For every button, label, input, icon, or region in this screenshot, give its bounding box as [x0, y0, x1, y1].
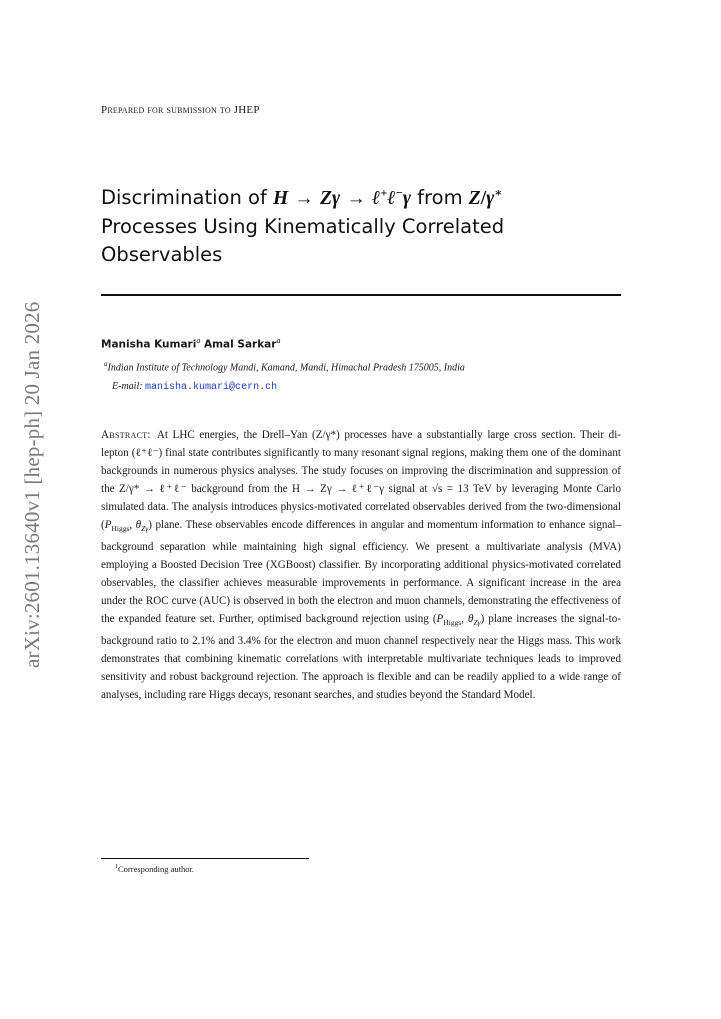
submission-note: Prepared for submission to JHEP — [101, 104, 260, 116]
arxiv-identifier-stamp: arXiv:2601.13640v1 [hep-ph] 20 Jan 2026 — [20, 301, 44, 668]
footnote: $^1$Corresponding author. — [115, 864, 195, 874]
author-list: Manisha Kumari$^a$ Amal Sarkar$^a$ — [101, 336, 281, 351]
footnote-rule — [101, 858, 309, 859]
abstract: Abstract: At LHC energies, the Drell–Yan (Z/γ*) processes have a substantially large cross section. Their di-lepton (ℓ⁺ℓ⁻) final state contributes significantly to many resonant signal regions, making them one of the dominant backgrounds in numerous physics analyses. The study focuses on improving the discrimination and suppression of the Z/γ* → ℓ⁺ℓ⁻ background from the H → Zγ → ℓ⁺ℓ⁻γ signal at √s = 13 TeV by leveraging Monte Carlo simulated data. The analysis introduces physics-motivated correlated observables derived from the two-dimensional ($P_{Higgs}$, $\theta_{Z\gamma}$) plane. These observables encode differences in angular and momentum information to enhance signal–background separation while maintaining high signal efficiency. We present a multivariate analysis (MVA) employing a Boosted Decision Tree (XGBoost) classifier. By incorporating additional physics-motivated correlated observables, the classifier achieves measurable improvements in performance. A significant increase in the area under the ROC curve (AUC) is observed in both the electron and muon channels, demonstrating the effectiveness of the expanded feature set. Further, optimised background rejection using ($P_{Higgs}$, $\theta_{Z\gamma}$) plane increases the signal-to-background ratio to 2.1% and 3.4% for the electron and muon channel respectively near the Higgs mass. This work demonstrates that combining kinematic correlations with interpretable multivariate techniques leads to improved sensitivity and robust background rejection. The approach is flexible and can be readily applied to a wide range of analyses, including rare Higgs decays, resonant searches, and studies beyond the Standard Model. — [101, 429, 622, 702]
title-line-2: Processes Using Kinematically Correlated — [101, 215, 505, 238]
author-name: Amal Sarkar — [203, 338, 277, 351]
abstract-heading: Abstract: — [101, 429, 151, 441]
title-line-1: Discrimination of H → Zγ → ℓ+ℓ−γ from Z/γ∗ — [101, 185, 503, 209]
title-line-3: Observables — [101, 243, 223, 266]
paper-title — [101, 184, 621, 269]
email-link[interactable]: manisha.kumari@cern.ch — [145, 382, 278, 393]
title-rule — [101, 294, 621, 296]
author-name: Manisha Kumari — [101, 338, 197, 351]
affiliation: $^a$Indian Institute of Technology Mandi, Kamand, Mandi, Himachal Pradesh 175005, India — [104, 360, 465, 374]
email-line: E-mail: manisha.kumari@cern.ch — [112, 381, 278, 393]
